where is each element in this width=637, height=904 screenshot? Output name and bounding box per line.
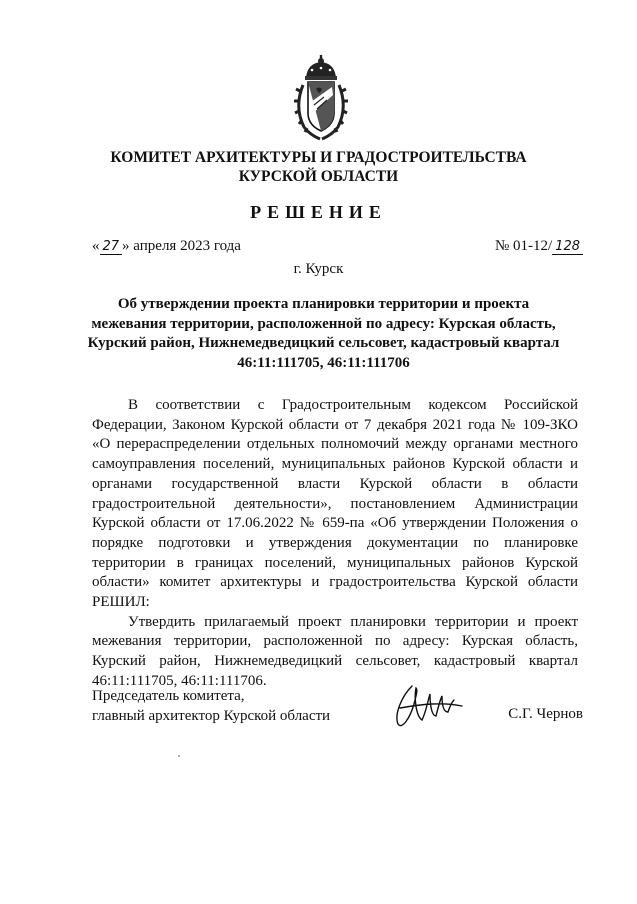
subject-line4: 46:11:111705, 46:11:111706 xyxy=(237,354,410,371)
signer-name: С.Г. Чернов xyxy=(508,706,583,722)
document-subject xyxy=(82,295,565,373)
date-open-quote: « xyxy=(92,238,100,254)
signer-position xyxy=(92,686,330,726)
document-body xyxy=(92,396,578,692)
number-handwritten: 128 xyxy=(552,240,583,255)
date-month-year: » апреля 2023 года xyxy=(122,238,241,254)
date-day-handwritten: 27 xyxy=(100,240,123,255)
committee-name-line1: КОМИТЕТ АРХИТЕКТУРЫ И ГРАДОСТРОИТЕЛЬСТВА xyxy=(110,149,527,166)
number-prefix: № 01-12/ xyxy=(494,238,553,254)
subject-line3: Курский район, Нижнемедведицкий сельсовет, кадастровый квартал xyxy=(87,335,560,351)
subject-line2: межевания территории, расположенной по адресу: Курская область, xyxy=(91,315,556,332)
city: г. Курск xyxy=(293,261,344,277)
document-number xyxy=(495,238,583,255)
body-paragraph-1: В соответствии с Градостроительным кодексом Российской Федерации, Законом Курской области от 7 декабря 2021 года № 109-ЗКО «О перераспределении отдельных полномочий между органами местного самоуправления поселений, муниципальных районов Курской области и органами государственной власти Курской области в области градостроительной деятельности», постановлением Администрации Курской области от 17.06.2022 № 659-па «Об утверждении Положения о порядке подготовки и утверждения документации по планировке территории в границах поселений, муниципальных районов Курской области» комитет архитектуры и градостроительства Курской области РЕШИЛ: xyxy=(92,397,578,611)
body-paragraph-2: Утвердить прилагаемый проект планировки территории и проект межевания территории, расположенной по адресу: Курская область, Курский район, Нижнемедведицкий сельсовет, кадастровый квартал 46:11:111705, 46:11:111706. xyxy=(92,613,578,689)
coat-of-arms-icon xyxy=(294,55,348,141)
signer-position-line2: главный архитектор Курской области xyxy=(92,708,331,724)
decision-title: РЕШЕНИЕ xyxy=(250,202,387,222)
handwritten-signature xyxy=(392,682,464,730)
scan-speck xyxy=(178,755,180,757)
document-date xyxy=(92,238,241,255)
subject-line1: Об утверждении проекта планировки территории и проекта xyxy=(117,296,530,312)
committee-name xyxy=(0,148,637,186)
signer-position-line1: Председатель комитета, xyxy=(92,688,245,704)
committee-name-line2: КУРСКОЙ ОБЛАСТИ xyxy=(238,168,399,185)
